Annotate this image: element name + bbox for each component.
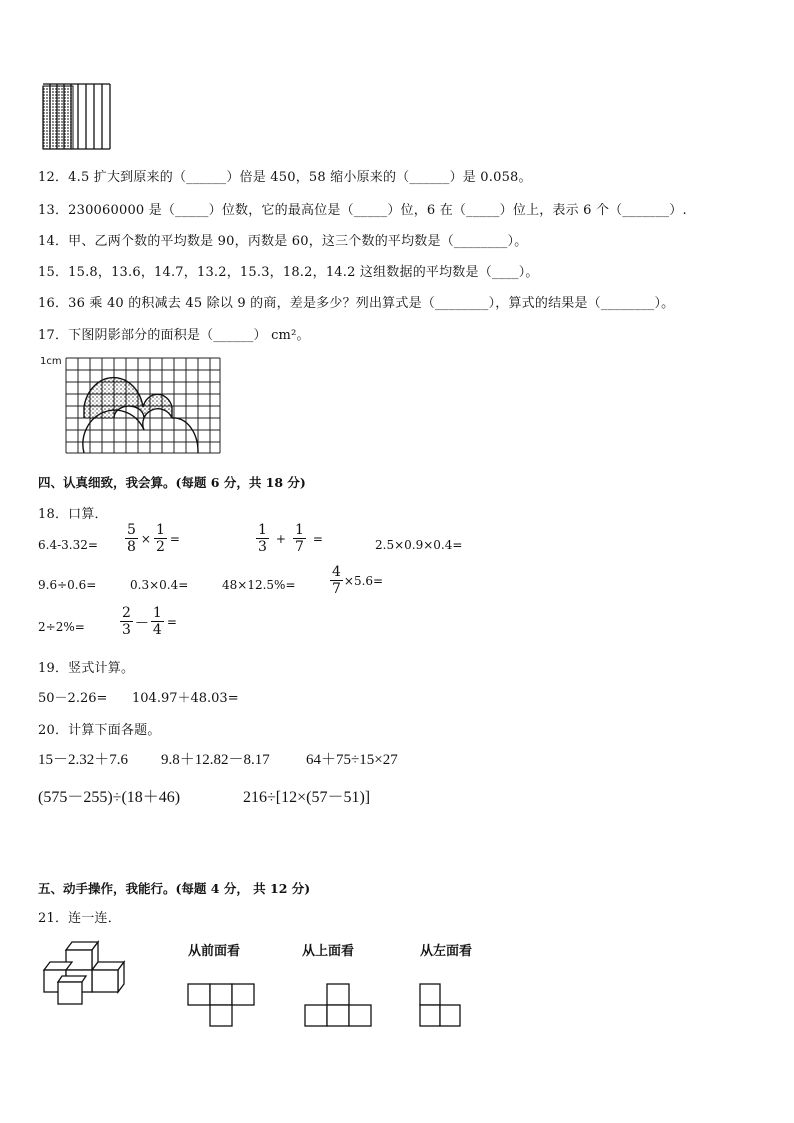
view-label-front: 从前面看: [188, 944, 241, 959]
equals: =: [169, 531, 180, 546]
expression-2: 9.8＋12.82－8.17: [161, 752, 270, 768]
calc-fraction-times-5.6: [330, 564, 383, 597]
denominator: 7: [332, 581, 341, 598]
question-15: 15．15.8，13.6，14.7，13.2，15.3，18.2，14.2 这组数据的平均数是（____）。: [38, 265, 539, 280]
section-4-title: 四、认真细致，我会算。(每题 6 分，共 18 分): [38, 475, 306, 490]
denominator: 3: [122, 622, 131, 639]
top-view-shape: [303, 982, 375, 1028]
section-5-title: 五、动手操作，我能行。(每题 4 分， 共 12 分): [38, 881, 311, 896]
numerator: 1: [258, 522, 267, 538]
expression-5: 216÷[12×(57－51)]: [243, 789, 371, 806]
question-16: 16．36 乘 40 的积减去 45 除以 9 的商，差是多少？列出算式是（________），算式的结果是（________）。: [38, 296, 675, 311]
grid-scale-label: 1cm: [40, 356, 62, 367]
equals: =: [312, 531, 323, 546]
striped-bar-figure: [40, 82, 114, 152]
denominator: 4: [152, 622, 162, 639]
calc-fraction-add: [256, 522, 323, 555]
question-19: 19．竖式计算。: [38, 661, 135, 676]
front-view-shape: [186, 982, 258, 1028]
calc-6.4-3.32: 6.4-3.32=: [38, 538, 98, 552]
calc-2.5x0.9x0.4: 2.5×0.9×0.4=: [375, 538, 463, 552]
question-20: 20．计算下面各题。: [38, 723, 161, 738]
numerator: 1: [294, 522, 304, 538]
cube-stack-figure: [42, 938, 128, 1006]
numerator: 1: [152, 605, 162, 621]
calc-9.6-div-0.6: 9.6÷0.6=: [38, 578, 97, 592]
question-21: 21．连一连．: [38, 911, 121, 926]
shaded-area-grid-figure: [64, 356, 222, 456]
numerator: 5: [127, 522, 136, 538]
calc-fraction-subtract: [120, 605, 177, 638]
expression-rest: ×5.6=: [343, 573, 384, 588]
numerator: 2: [122, 605, 131, 621]
denominator: 2: [155, 539, 165, 556]
left-view-shape: [418, 982, 466, 1028]
numerator: 4: [332, 564, 341, 580]
operator: +: [275, 531, 286, 546]
calc-0.3x0.4: 0.3×0.4=: [130, 578, 189, 592]
vertical-calc-1: 50－2.26=: [38, 691, 108, 706]
operator: —: [135, 614, 148, 629]
operator: ×: [140, 531, 151, 546]
denominator: 7: [294, 539, 304, 556]
question-12: 12．4.5 扩大到原来的（______）倍是 450，58 缩小原来的（______）是 0.058。: [38, 170, 532, 185]
vertical-calc-2: 104.97＋48.03=: [132, 691, 239, 706]
calc-48x12.5pct: 48×12.5%=: [222, 578, 296, 592]
view-label-left: 从左面看: [420, 944, 473, 959]
calc-2-div-2pct: 2÷2%=: [38, 620, 85, 634]
denominator: 3: [258, 539, 267, 556]
question-18: 18．口算．: [38, 507, 108, 522]
equals: =: [166, 614, 177, 629]
question-14: 14．甲、乙两个数的平均数是 90，丙数是 60，这三个数的平均数是（________）。: [38, 234, 528, 249]
expression-4: (575－255)÷(18＋46): [38, 789, 181, 806]
view-label-top: 从上面看: [302, 944, 355, 959]
question-17: 17．下图阴影部分的面积是（______） cm²。: [38, 328, 310, 343]
expression-3: 64＋75÷15×27: [306, 752, 398, 768]
denominator: 8: [127, 539, 136, 556]
calc-fraction-multiply: [125, 522, 180, 555]
numerator: 1: [155, 522, 165, 538]
question-13: 13．230060000 是（_____）位数，它的最高位是（_____）位，6 在（_____）位上，表示 6 个（_______）.: [38, 203, 687, 218]
expression-1: 15－2.32＋7.6: [38, 752, 129, 768]
